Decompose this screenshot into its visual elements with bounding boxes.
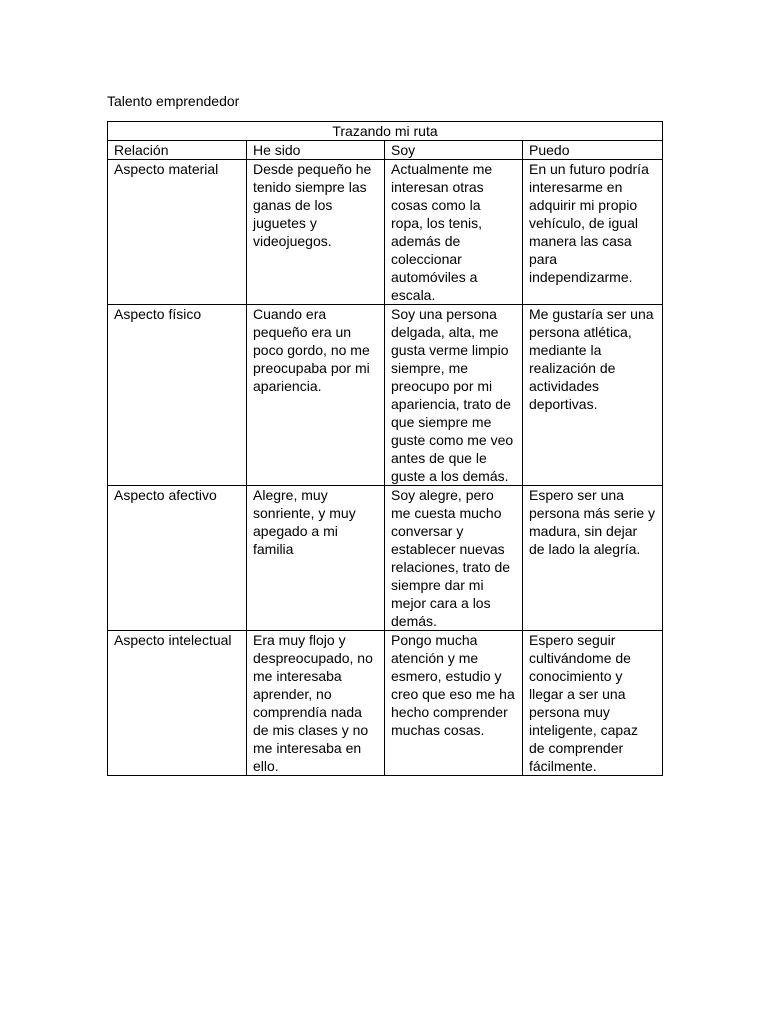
cell-soy: Soy una persona delgada, alta, me gusta verme limpio siempre, me preocupo por mi apariencia, trato de que siempre me guste como me veo antes de que le guste a los demás. [385, 305, 523, 486]
cell-puedo: En un futuro podría interesarme en adquirir mi propio vehículo, de igual manera las casa para independizarme. [523, 160, 663, 305]
column-header-he-sido: He sido [247, 141, 385, 160]
cell-he-sido: Era muy flojo y despreocupado, no me interesaba aprender, no comprendía nada de mis clases y no me interesaba en ello. [247, 631, 385, 776]
cell-he-sido: Desde pequeño he tenido siempre las ganas de los juguetes y videojuegos. [247, 160, 385, 305]
column-header-relacion: Relación [108, 141, 247, 160]
table-row [108, 486, 663, 631]
column-header-soy: Soy [385, 141, 523, 160]
cell-puedo: Espero ser una persona más serie y madura, sin dejar de lado la alegría. [523, 486, 663, 631]
table-header-row [108, 141, 663, 160]
table-title-row [108, 122, 663, 141]
cell-he-sido: Alegre, muy sonriente, y muy apegado a mi familia [247, 486, 385, 631]
table-title: Trazando mi ruta [108, 122, 663, 141]
cell-relacion: Aspecto afectivo [108, 486, 247, 631]
table-row [108, 160, 663, 305]
cell-he-sido: Cuando era pequeño era un poco gordo, no me preocupaba por mi apariencia. [247, 305, 385, 486]
cell-relacion: Aspecto material [108, 160, 247, 305]
table-row [108, 631, 663, 776]
cell-soy: Actualmente me interesan otras cosas como la ropa, los tenis, además de coleccionar automóviles a escala. [385, 160, 523, 305]
cell-soy: Soy alegre, pero me cuesta mucho conversar y establecer nuevas relaciones, trato de siempre dar mi mejor cara a los demás. [385, 486, 523, 631]
table-row [108, 305, 663, 486]
cell-relacion: Aspecto intelectual [108, 631, 247, 776]
cell-soy: Pongo mucha atención y me esmero, estudio y creo que eso me ha hecho comprender muchas cosas. [385, 631, 523, 776]
cell-puedo: Espero seguir cultivándome de conocimiento y llegar a ser una persona muy inteligente, capaz de comprender fácilmente. [523, 631, 663, 776]
column-header-puedo: Puedo [523, 141, 663, 160]
cell-relacion: Aspecto físico [108, 305, 247, 486]
page-title: Talento emprendedor [107, 93, 240, 109]
route-table [107, 121, 663, 776]
cell-puedo: Me gustaría ser una persona atlética, mediante la realización de actividades deportivas. [523, 305, 663, 486]
